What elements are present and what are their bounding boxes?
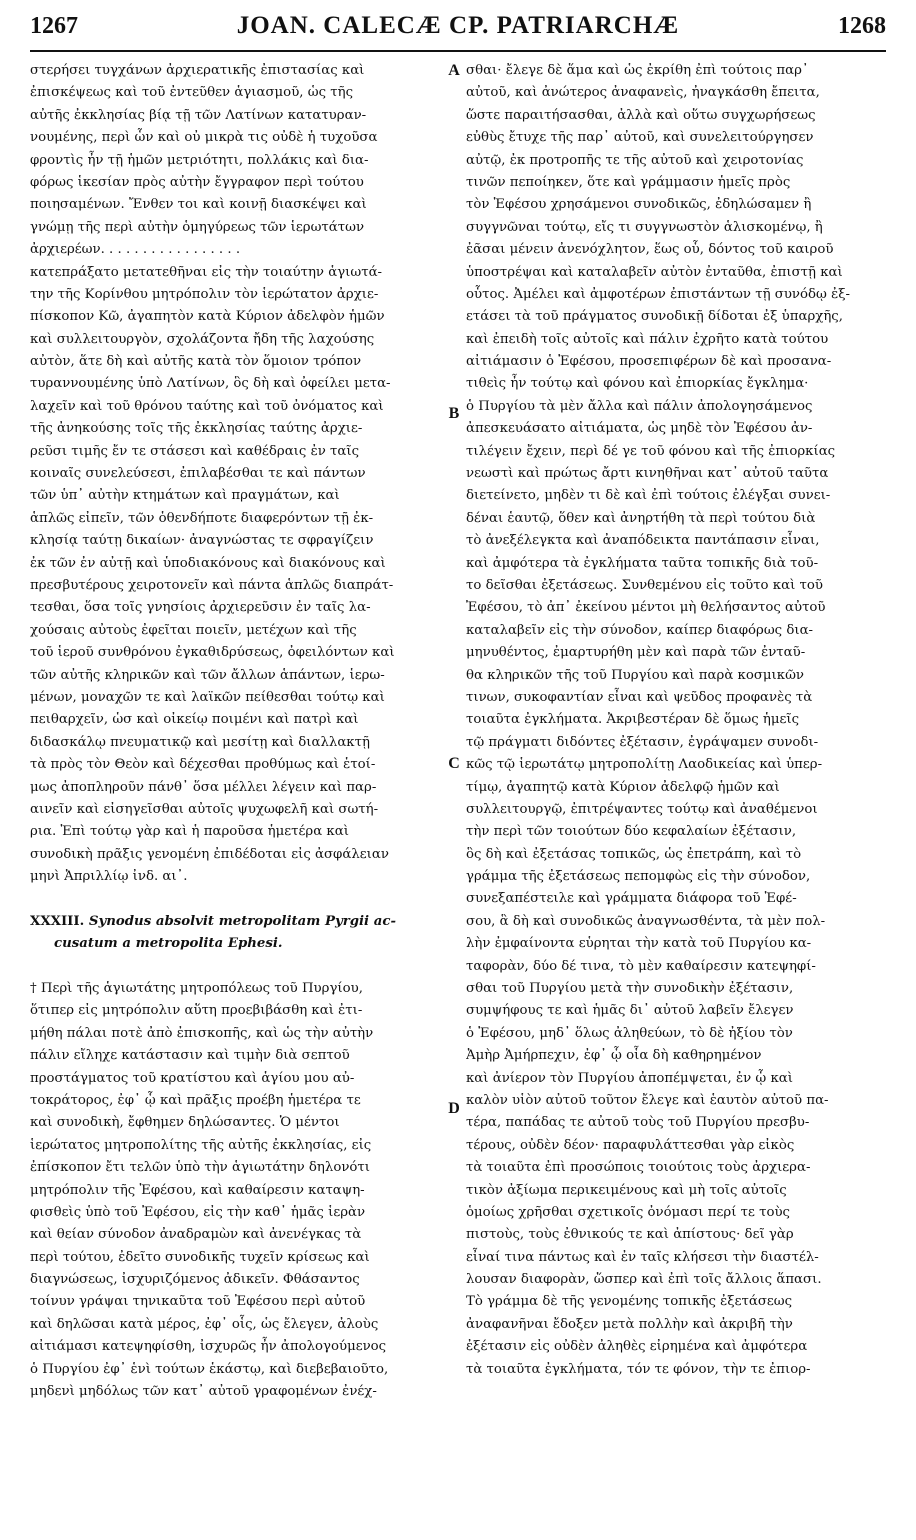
text-line: τὴν περὶ τῶν τοιούτων δύο κεφαλαίων ἐξέτασιν, bbox=[466, 824, 797, 840]
page-number-left: 1267 bbox=[30, 12, 78, 39]
text-line: τῆς ἀνηκούσης τοῖς τῆς ἐκκλησίας ταύτης ἀρχιε- bbox=[30, 421, 363, 437]
text-line: συνεξαπέστειλε καὶ γράμματα διάφορα τοῦ Ἐφέ- bbox=[466, 891, 797, 907]
text-line: πίσκοπον Κῶ, ἀγαπητὸν κατὰ Κύριον ἀδελφὸν ἡμῶν bbox=[30, 309, 385, 325]
text-line: συνοδικὴ πρᾶξις γενομένη ἐπιδέδοται εἰς ἀσφάλειαν bbox=[30, 846, 389, 862]
text-line: ἁπλῶς εἰπεῖν, τῶν ὁθενδήποτε διαφερόντων τῇ ἐκ- bbox=[30, 510, 374, 526]
text-line: τίμῳ, ἀγαπητῷ κατὰ Κύριον ἀδελφῷ ἡμῶν καὶ bbox=[466, 779, 780, 795]
header-rule bbox=[30, 50, 886, 52]
text-line: τοίνυν γράψαι τηνικαῦτα τοῦ Ἐφέσου περὶ αὐτοῦ bbox=[30, 1294, 366, 1310]
text-line: φροντὶς ἦν τῇ ἡμῶν μετριότητι, πολλάκις καὶ δια- bbox=[30, 152, 369, 168]
text-line: ὁ Ἐφέσου, μηδ᾽ ὅλως ἀληθεύων, τὸ δὲ ἠξίου τὸν bbox=[466, 1025, 793, 1041]
text-line: γράμμα τῆς ἐξετάσεως πεπομφὼς εἰς τὴν σύνοδον, bbox=[466, 869, 811, 885]
text-line: εἶναί τινα πάντως καὶ ἐν ταῖς κλήσεσι τὴν διαστέλ- bbox=[466, 1249, 819, 1265]
text-line: καὶ δηλῶσαι κατὰ μέρος, ἐφ᾽ οἷς, ὡς ἔλεγεν, ἀλοὺς bbox=[30, 1316, 379, 1332]
text-line: τὰ πρὸς τὸν Θεὸν καὶ δέχεσθαι προθύμως καὶ ἑτοί- bbox=[30, 757, 376, 773]
text-line: τὰ τοιαῦτα ἐγκλήματα, τόν τε φόνον, τὴν τε ἐπιορ- bbox=[466, 1361, 811, 1377]
text-line: νουμένης, περὶ ὧν καὶ οὐ μικρὰ τις οὐδὲ ἡ τυχοῦσα bbox=[30, 130, 378, 146]
section-title: cusatum a metropolita Ephesi. bbox=[54, 936, 283, 952]
text-line: καὶ ἀνίερον τὸν Πυργίου ἀποπέμψεται, ἐν ᾧ καὶ bbox=[466, 1070, 794, 1086]
text-line: κλησίᾳ ταύτῃ δικαίων· ἀναγνώστας τε σφραγίζειν bbox=[30, 533, 374, 549]
text-line: αὐτὸν, ἅτε δὴ καὶ αὐτῆς κατὰ τὸν ὅμοιον τρόπον bbox=[30, 354, 362, 370]
text-line: οὗτος. Ἀμέλει καὶ ἀμφοτέρων ἐπιστάντων τῇ συνόδῳ ἐξ- bbox=[466, 286, 851, 302]
text-line: καὶ συνοδικὴ, ἔφθημεν δηλώσαντες. Ὁ μέντοι bbox=[30, 1115, 340, 1131]
text-line: ἐπισκέψεως καὶ τοῦ ἐντεῦθεν ἁγιασμοῦ, ὡς τῆς bbox=[30, 85, 354, 101]
text-line: ὥστε παραιτήσασθαι, ἀλλὰ καὶ οὕτω συγχωρήσεως bbox=[466, 107, 816, 123]
text-line: τυραννουμένης ὑπὸ Λατίνων, ὃς δὴ καὶ ὀφείλει μετα- bbox=[30, 376, 391, 392]
text-line: πρεσβυτέρους χειροτονεῖν καὶ πάντα ἁπλῶς διαπράτ- bbox=[30, 577, 394, 593]
text-line: ὁ Πυργίου τὰ μὲν ἄλλα καὶ πάλιν ἀπολογησάμενος bbox=[466, 398, 813, 414]
text-line: περὶ τούτου, ἐδεῖτο συνοδικῆς τυχεῖν κρίσεως καὶ bbox=[30, 1249, 370, 1265]
margin-marker-a: A bbox=[448, 62, 460, 79]
text-line: προστάγματος τοῦ κρατίστου καὶ ἁγίου μου αὐ- bbox=[30, 1070, 355, 1086]
text-line: τὸν Ἐφέσου χρησάμενοι συνοδικῶς, ἐδηλώσαμεν ἢ bbox=[466, 197, 812, 213]
text-line: αὐτῷ, ἐκ προτροπῆς τε τῆς αὐτοῦ καὶ χειροτονίας bbox=[466, 152, 804, 168]
text-line: στερήσει τυγχάνων ἀρχιερατικῆς ἐπιστασίας καὶ bbox=[30, 63, 365, 78]
text-line: μηνυθέντος, ἐμαρτυρήθη μὲν καὶ παρὰ τῶν ἐνταῦ- bbox=[466, 645, 806, 661]
spacer bbox=[30, 888, 454, 910]
text-line: φόρως ἱκεσίαν πρὸς αὐτὴν ἔγγραφον περὶ τούτου bbox=[30, 174, 364, 190]
text-line: Ἐφέσου, τὸ ἀπ᾽ ἐκείνου μέντοι μὴ θελήσαντος αὐτοῦ bbox=[466, 600, 826, 616]
text-line: μηδενὶ μηδόλως τῶν κατ᾽ αὐτοῦ γραφομένων ἐνέχ- bbox=[30, 1384, 377, 1400]
spacer bbox=[30, 956, 454, 978]
text-line: καὶ θείαν σύνοδον ἀναδραμὼν καὶ ἀνενέγκας τὰ bbox=[30, 1227, 362, 1243]
text-line: καλὸν υἱὸν αὐτοῦ τοῦτον ἔλεγε καὶ ἑαυτὸν αὐτοῦ πα- bbox=[466, 1092, 829, 1108]
section-number: XXXIII. bbox=[30, 913, 85, 929]
text-line: την τῆς Κορίνθου μητρόπολιν τὸν ἱερώτατον ἀρχιε- bbox=[30, 286, 379, 302]
text-line: τεσθαι, ὅσα τοῖς γνησίοις ἀρχιερεῦσιν ἐν ταῖς λα- bbox=[30, 600, 371, 616]
text-line: ρεῦσι τιμῆς ἔν τε στάσεσι καὶ καθέδραις ἐν ταῖς bbox=[30, 443, 360, 459]
text-line: καὶ συλλειτουργὸν, σχολάζοντα ἤδη τῆς λαχούσης bbox=[30, 331, 375, 347]
text-line: σου, ἃ δὴ καὶ συνοδικῶς ἀναγνωσθέντα, τὰ μὲν πολ- bbox=[466, 913, 826, 929]
text-line: πειθαρχεῖν, ὡσ καὶ οἰκείῳ ποιμένι καὶ πατρὶ καὶ bbox=[30, 712, 359, 728]
margin-marker-c: C bbox=[448, 755, 460, 772]
text-line: τέρα, παπάδας τε αὐτοῦ τοὺς τοῦ Πυργίου πρεσβυ- bbox=[466, 1115, 810, 1131]
text-line: τοῦ ἱεροῦ συνθρόνου ἐγκαθιδρύσεως, ὀφειλόντων καὶ bbox=[30, 645, 395, 661]
text-line: ἐπίσκοπον ἔτι τελῶν ὑπὸ τὴν ἁγιωτάτην δηλονότι bbox=[30, 1160, 370, 1176]
text-line: λαχεῖν καὶ τοῦ θρόνου ταύτης καὶ τοῦ ὀνόματος καὶ bbox=[30, 398, 384, 414]
text-line: κοιναῖς συνελεύσεσι, ἐπιλαβέσθαι τε καὶ πάντων bbox=[30, 466, 366, 482]
text-line: μως ἀποπληροῦν πάνθ᾽ ὅσα μέλλει λέγειν καὶ παρ- bbox=[30, 779, 377, 795]
text-line: μήθη πάλαι ποτὲ ἀπὸ ἐπισκοπῆς, καὶ ὡς τὴν αὐτὴν bbox=[30, 1025, 374, 1041]
text-line: αἰτιάμασιν ὁ Ἐφέσου, προσεπιφέρων δὲ καὶ προσανα- bbox=[466, 354, 832, 370]
margin-marker-b: B bbox=[448, 405, 460, 422]
text-line: φισθεὶς ὑπὸ τοῦ Ἐφέσου, εἰς τὴν καθ᾽ ἡμᾶς ἱερὰν bbox=[30, 1204, 366, 1220]
text-line: μηνὶ Ἀπριλλίῳ ἰνδ. αι᾽. bbox=[30, 869, 188, 885]
running-header bbox=[30, 8, 886, 44]
text-line: χούσαις αὐτοὺς ἐφεῖται ποιεῖν, μετέχων καὶ τῆς bbox=[30, 622, 357, 638]
text-line: το δεῖσθαι ἐξετάσεως. Συνθεμένου εἰς τοῦτο καὶ τοῦ bbox=[466, 577, 823, 593]
text-line: Ἀμὴρ Ἀμήρπεχιν, ἐφ᾽ ᾧ οἷα δὴ καθηρημένον bbox=[466, 1048, 762, 1064]
section-heading-line-1 bbox=[30, 911, 454, 933]
text-line: τικὸν ἀξίωμα περικειμένους καὶ μὴ τοῖς αὐτοῖς bbox=[466, 1182, 787, 1198]
text-line: αὐτῆς ἐκκλησίας βίᾳ τῇ τῶν Λατίνων κατατυραν- bbox=[30, 107, 367, 123]
text-line: σθαι τοῦ Πυργίου μετὰ τὴν συνοδικὴν ἐξέτασιν, bbox=[466, 981, 794, 997]
left-column bbox=[30, 60, 454, 1403]
text-line: διαγνώσεως, ἰσχυριζόμενος ἀδικεῖν. Φθάσαντος bbox=[30, 1272, 360, 1288]
text-line: τινων, συκοφαντίαν εἶναι καὶ ψεῦδος προφανὲς τὰ bbox=[466, 689, 813, 705]
section-heading-line-2 bbox=[30, 933, 454, 955]
text-line: δέναι ἑαυτῷ, ὅθεν καὶ ἀνηρτήθη τὰ περὶ τούτου διὰ bbox=[466, 510, 816, 526]
text-line: Τὸ γράμμα δὲ τῆς γενομένης τοπικῆς ἐξετάσεως bbox=[466, 1294, 793, 1310]
text-line: ἱερώτατος μητροπολίτης τῆς αὐτῆς ἐκκλησίας, εἰς bbox=[30, 1137, 372, 1153]
text-line: ἀρχιερέων. . . . . . . . . . . . . . . . . bbox=[30, 242, 241, 258]
text-line: τὰ τοιαῦτα ἐπὶ προσώποις τοιούτοις τοὺς ἀρχιερα- bbox=[466, 1160, 811, 1176]
text-line: καὶ ἐπειδὴ τοῖς αὐτοῖς καὶ πάλιν ἐχρῆτο κατὰ τούτου bbox=[466, 331, 829, 347]
text-line: † Περὶ τῆς ἁγιωτάτης μητροπόλεως τοῦ Πυργίου, bbox=[30, 981, 363, 997]
text-line: συλλειτουργῷ, ἐπιτρέψαντες τούτῳ καὶ ἀναθέμενοι bbox=[466, 801, 818, 817]
text-line: ταφορὰν, δύο δέ τινα, τὸ μὲν καθαίρεσιν κατεψηφί- bbox=[466, 958, 816, 974]
text-line: ὁ Πυργίου ἐφ᾽ ἑνὶ τούτων ἑκάστῳ, καὶ διεβεβαιοῦτο, bbox=[30, 1361, 389, 1377]
text-line: διδασκάλῳ πνευματικῷ καὶ μεσίτῃ καὶ διαλλακτῇ bbox=[30, 734, 370, 750]
text-line: εὐθὺς ἔτυχε τῆς παρ᾽ αὐτοῦ, καὶ συνελειτούργησεν bbox=[466, 130, 814, 146]
text-line: ἐᾶσαι μένειν ἀνενόχλητον, ἕως οὗ, δόντος τοῦ καιροῦ bbox=[466, 242, 834, 258]
text-line: ρια. Ἐπὶ τούτῳ γὰρ καὶ ἡ παροῦσα ἡμετέρα καὶ bbox=[30, 824, 349, 840]
text-line: νεωστὶ καὶ πρώτως ἄρτι κινηθῆναι κατ᾽ αὐτοῦ ταῦτα bbox=[466, 466, 829, 482]
text-line: πιστοὺς, τοὺς ἐθνικούς τε καὶ ἀπίστους· δεῖ γὰρ bbox=[466, 1227, 794, 1243]
text-line: ἐκ τῶν ἐν αὐτῇ καὶ ὑποδιακόνους καὶ διακόνους καὶ bbox=[30, 555, 386, 571]
text-line: συγγνῶναι τούτῳ, εἴς τι συγγνωστὸν ἁλισκομένῳ, ἢ bbox=[466, 219, 823, 235]
text-line: ἀπεσκευάσατο αἰτιάματα, ὡς μηδὲ τὸν Ἐφέσου ἀν- bbox=[466, 421, 813, 437]
text-line: κατεπράξατο μετατεθῆναι εἰς τὴν τοιαύτην ἁγιωτά- bbox=[30, 264, 383, 280]
running-title: JOAN. CALECÆ CP. PATRIARCHÆ bbox=[236, 12, 680, 39]
text-line: γνώμῃ τῆς περὶ αὐτὴν ὁμηγύρεως τῶν ἱερωτάτων bbox=[30, 219, 365, 235]
text-line: τῶν ὑπ᾽ αὐτὴν κτημάτων καὶ πραγμάτων, καὶ bbox=[30, 488, 340, 504]
text-line: ἐξέτασιν εἰς οὐδὲν ἀληθὲς εἰρημένα καὶ ἀμφότερα bbox=[466, 1339, 808, 1355]
text-line: μητρόπολιν τῆς Ἐφέσου, καὶ καθαίρεσιν καταψη- bbox=[30, 1182, 365, 1198]
text-line: σθαι· ἔλεγε δὲ ἅμα καὶ ὡς ἐκρίθη ἐπὶ τούτοις παρ᾽ bbox=[466, 63, 809, 78]
text-line: τινῶν πεποίηκεν, ὅτε καὶ γράμμασιν ἡμεῖς πρὸς bbox=[466, 174, 791, 190]
text-line: τῷ πράγματι διδόντες ἐξέτασιν, ἐγράψαμεν συνοδι- bbox=[466, 734, 819, 750]
text-line: αὐτοῦ, καὶ ἀνώτερος ἀναφανεὶς, ἠναγκάσθη ἔπειτα, bbox=[466, 85, 820, 101]
text-line: τιλέγειν ἔχειν, περὶ δέ γε τοῦ φόνου καὶ τῆς ἐπιορκίας bbox=[466, 443, 836, 459]
text-line: τὸ ἀνεξέλεγκτα καὶ ἀναπόδεικτα παντάπασιν εἶναι, bbox=[466, 533, 820, 549]
text-line: τιθεὶς ἦν τούτῳ καὶ φόνου καὶ ἐπιορκίας ἔγκλημα· bbox=[466, 376, 809, 392]
text-line: ποιησαμένων. Ἔνθεν τοι καὶ κοινῇ διασκέψει καὶ bbox=[30, 197, 367, 213]
text-line: κῶς τῷ ἱερωτάτῳ μητροπολίτῃ Λαοδικείας καὶ ὑπερ- bbox=[466, 757, 823, 773]
text-line: τοκράτορος, ἐφ᾽ ᾧ καὶ πρᾶξις προέβη ἡμετέρα τε bbox=[30, 1092, 361, 1108]
margin-marker-d: D bbox=[448, 1100, 460, 1117]
text-line: ὑποστρέψαι καὶ καταλαβεῖν αὐτὸν ἐνταῦθα, ἐπιστῇ καὶ bbox=[466, 264, 843, 280]
section-title: Synodus absolvit metropolitam Pyrgii ac- bbox=[88, 913, 396, 929]
text-line: συμψήφους τε καὶ ἡμᾶς δι᾽ αὐτοῦ λαβεῖν ἔλεγεν bbox=[466, 1003, 794, 1019]
text-line: ἀναφανῆναι ἔδοξεν μετὰ πολλὴν καὶ ἀκριβῆ τὴν bbox=[466, 1316, 793, 1332]
text-line: πάλιν εἴληχε κατάστασιν καὶ τιμὴν διὰ σεπτοῦ bbox=[30, 1048, 350, 1064]
text-line: ὁμοίως χρῆσθαι σχετικοῖς ὀνόμασι περί τε τοὺς bbox=[466, 1204, 791, 1220]
text-line: λουσαν διαφορὰν, ὥσπερ καὶ ἐπὶ τοῖς ἄλλοις ἅπασι. bbox=[466, 1272, 822, 1288]
text-line: θα κληρικῶν τῆς τοῦ Πυργίου καὶ παρὰ κοσμικῶν bbox=[466, 667, 805, 683]
text-line: καὶ ἀμφότερα τὰ ἐγκλήματα ταῦτα τοπικῆς διὰ τοῦ- bbox=[466, 555, 819, 571]
text-line: ετάσει τὰ τοῦ πράγματος συνοδικῇ δίδοται ἐξ ὑπαρχῆς, bbox=[466, 309, 843, 325]
text-line: ὃς δὴ καὶ ἐξετάσας τοπικῶς, ὡς ἐπετράπη, καὶ τὸ bbox=[466, 846, 802, 862]
page-number-right: 1268 bbox=[838, 12, 886, 39]
text-line: ὅτιπερ εἰς μητρόπολιν αὕτη προεβιβάσθη καὶ ἐτι- bbox=[30, 1003, 363, 1019]
text-line: καταλαβεῖν εἰς τὴν σύνοδον, καίπερ διαφόρως δια- bbox=[466, 622, 814, 638]
text-line: αἰτιάμασι κατεψηφίσθη, ἰσχυρῶς ἦν ἀπολογούμενος bbox=[30, 1339, 387, 1355]
text-line: μένων, μοναχῶν τε καὶ λαϊκῶν πείθεσθαι τούτῳ καὶ bbox=[30, 689, 385, 705]
right-column bbox=[466, 60, 890, 1381]
text-line: τοιαῦτα ἐγκλήματα. Ἀκριβεστέραν δὲ ὅμως ἡμεῖς bbox=[466, 712, 800, 728]
text-line: τέρους, οὐδὲν δέον· παραφυλάττεσθαι γὰρ εἰκὸς bbox=[466, 1137, 795, 1153]
text-line: αινεῖν καὶ εἰσηγεῖσθαι αὐτοῖς ψυχωφελῆ καὶ σωτή- bbox=[30, 801, 379, 817]
text-line: τῶν αὐτῆς κληρικῶν καὶ τῶν ἄλλων ἁπάντων, ἱερω- bbox=[30, 667, 385, 683]
text-line: λὴν ἐμφαίνοντα εὑρηται τὴν κατὰ τοῦ Πυργίου κα- bbox=[466, 936, 812, 952]
text-line: διετείνετο, μηδὲν τι δὲ καὶ ἐπὶ τούτοις ἐλέγξαι συνει- bbox=[466, 488, 831, 504]
